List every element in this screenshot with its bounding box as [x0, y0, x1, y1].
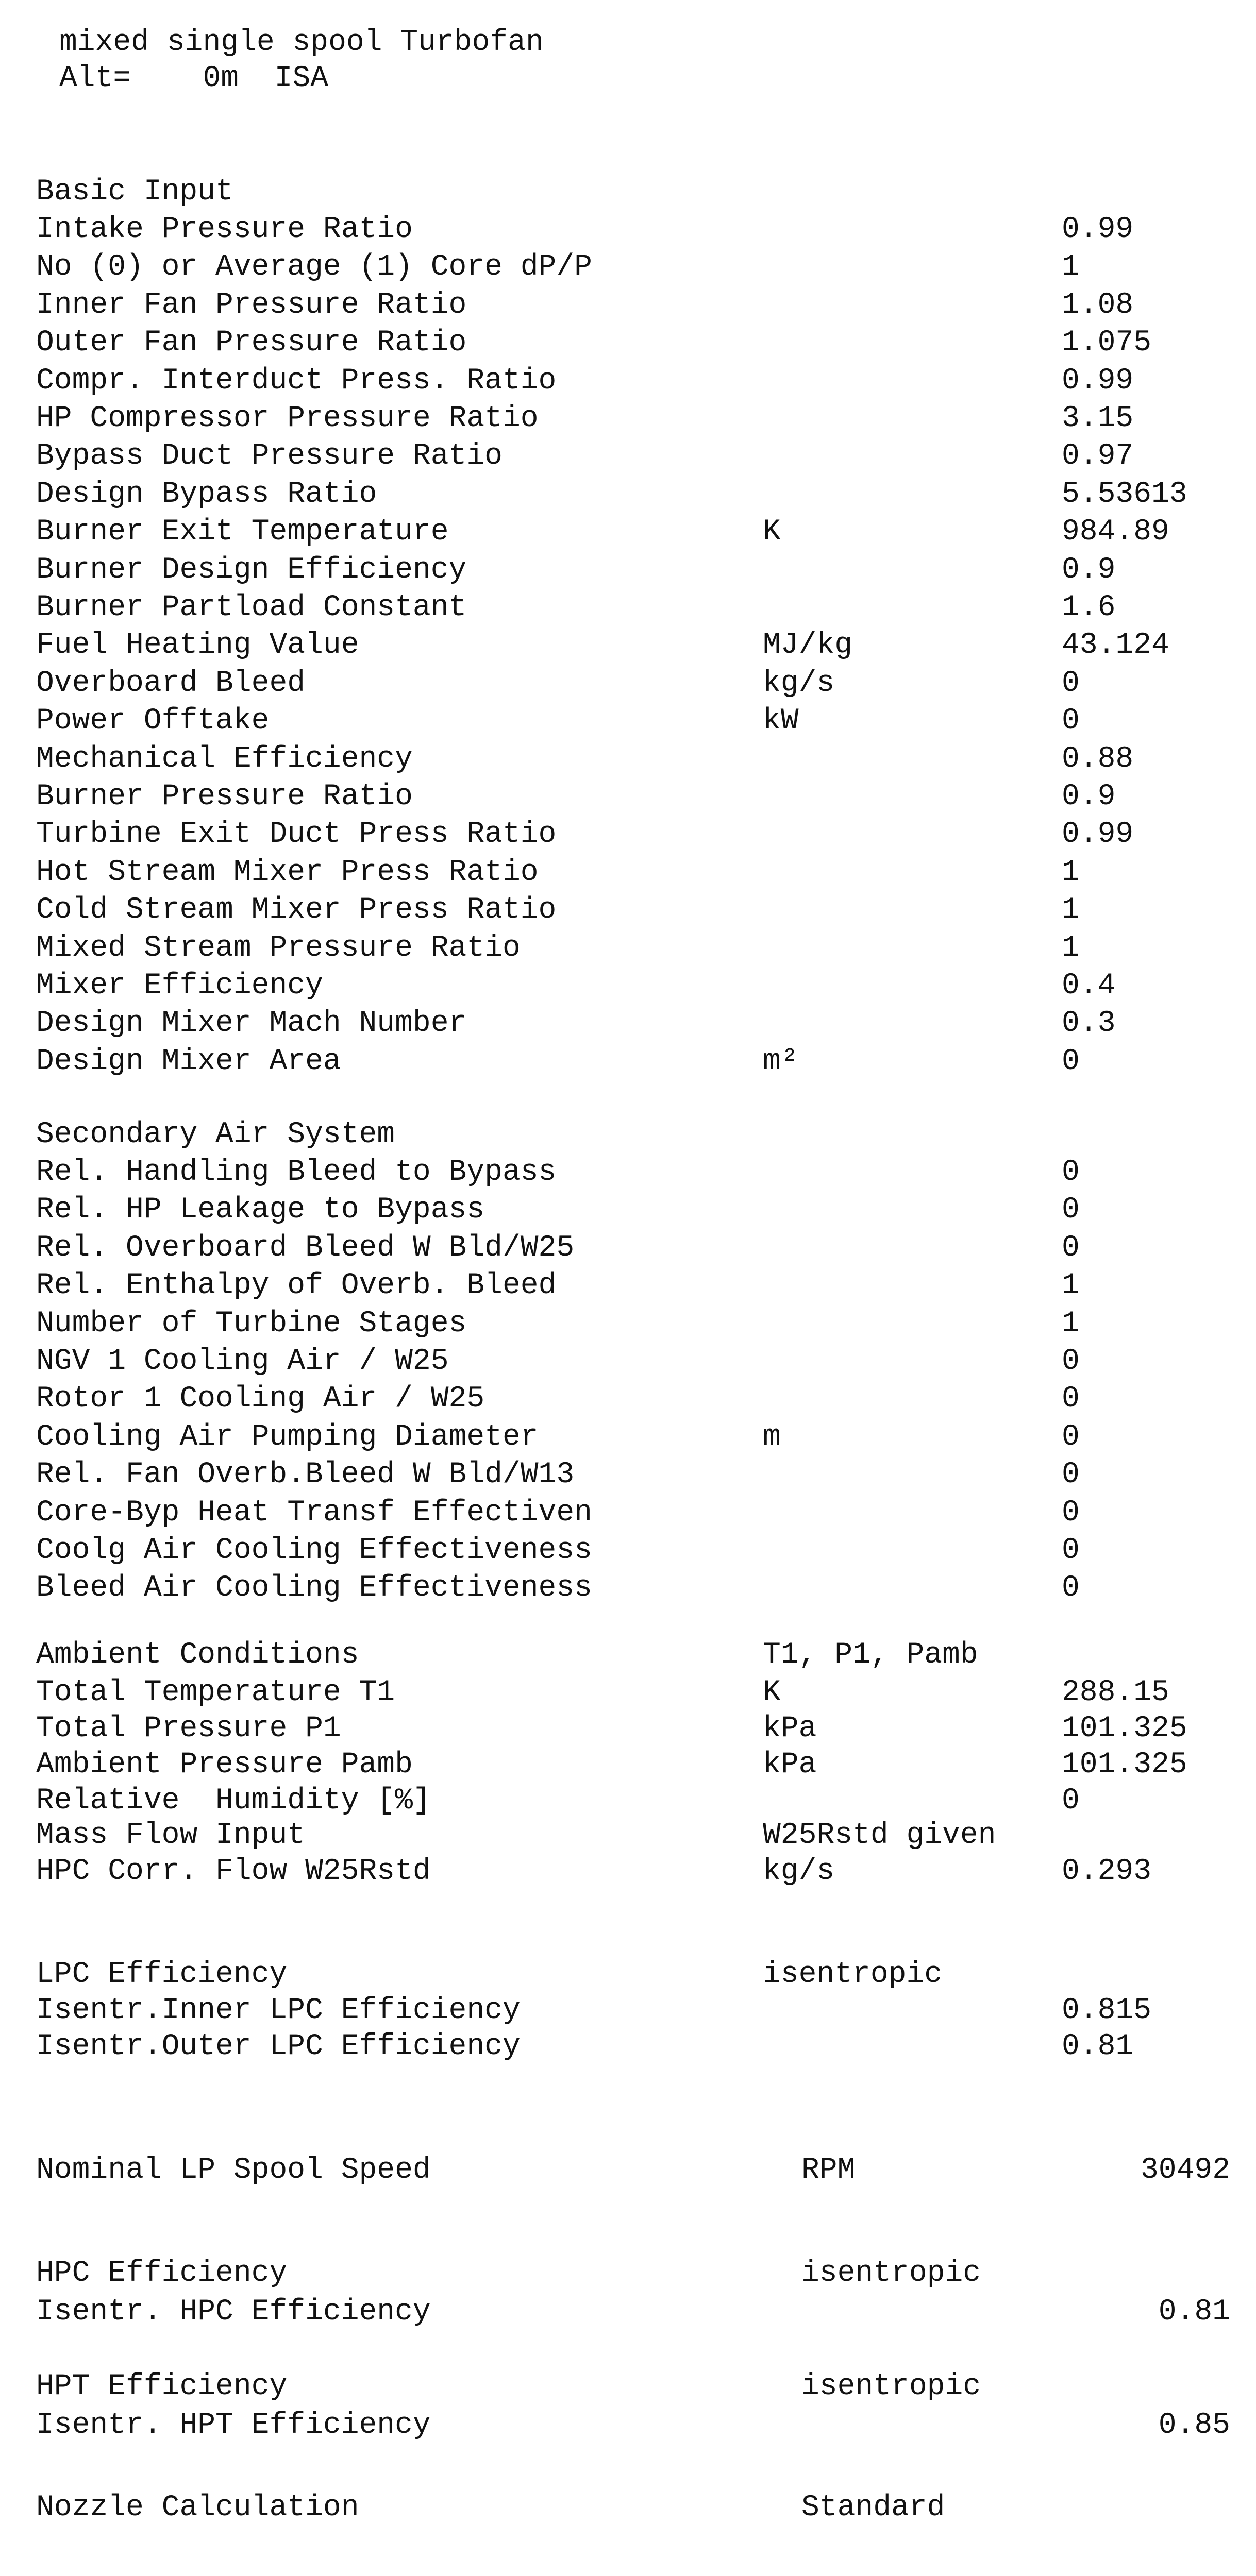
param-row [0, 478, 1256, 517]
param-label: Rel. Enthalpy of Overb. Bleed [36, 1269, 557, 1303]
section-header-row [0, 2257, 1256, 2296]
param-row [0, 591, 1256, 630]
param-label: Design Bypass Ratio [36, 477, 377, 511]
param-row [0, 1676, 1256, 1715]
param-value: 1 [1062, 1269, 1080, 1303]
param-row [0, 1994, 1256, 2033]
lpc-mode: isentropic [763, 1958, 943, 1991]
param-label: Total Temperature T1 [36, 1676, 395, 1709]
param-value: 3.15 [1062, 402, 1134, 435]
section-header-row [0, 1819, 1256, 1858]
param-row [0, 2154, 1256, 2193]
param-row [0, 250, 1256, 290]
param-label: Mechanical Efficiency [36, 742, 413, 776]
section-header-hpc: HPC Efficiency [36, 2257, 288, 2290]
param-row [0, 893, 1256, 933]
param-value: 0.97 [1062, 439, 1134, 473]
doc-title-line2 [0, 62, 1256, 101]
param-label: Design Mixer Mach Number [36, 1007, 467, 1041]
param-label: Isentr.Inner LPC Efficiency [36, 1994, 521, 2027]
section-header-hpt: HPT Efficiency [36, 2370, 288, 2403]
param-unit: m [763, 1420, 781, 1454]
param-unit: kg/s [763, 1855, 835, 1888]
param-label: Total Pressure P1 [36, 1712, 341, 1745]
param-value: 0 [1062, 1784, 1080, 1818]
doc-title-line1 [0, 26, 1256, 65]
param-label: Mixed Stream Pressure Ratio [36, 931, 521, 965]
section-header-lpc: LPC Efficiency [36, 1958, 288, 1991]
param-row [0, 1231, 1256, 1270]
param-label: Isentr.Outer LPC Efficiency [36, 2030, 521, 2063]
param-label: HP Compressor Pressure Ratio [36, 402, 539, 435]
param-label: Coolg Air Cooling Effectiveness [36, 1534, 592, 1567]
param-label: Intake Pressure Ratio [36, 213, 413, 246]
section-header-row [0, 1118, 1256, 1157]
param-row [0, 289, 1256, 328]
nozzle-calc-value: Standard [801, 2491, 945, 2524]
param-label: Rel. Overboard Bleed W Bld/W25 [36, 1231, 575, 1265]
param-value: 0.88 [1062, 742, 1134, 776]
lp-spool-label: Nominal LP Spool Speed [36, 2154, 431, 2187]
nozzle-calc-label: Nozzle Calculation [36, 2491, 359, 2524]
param-row [0, 1193, 1256, 1232]
section-header-row [0, 175, 1256, 214]
param-value: 0 [1062, 1231, 1080, 1265]
param-row [0, 1269, 1256, 1308]
section-header-ambient: Ambient Conditions [36, 1638, 359, 1672]
param-value: 0.85 [1158, 2409, 1230, 2442]
param-row [0, 931, 1256, 971]
param-label: Inner Fan Pressure Ratio [36, 288, 467, 322]
param-value: 0 [1062, 1345, 1080, 1378]
param-row [0, 1784, 1256, 1823]
lp-spool-unit: RPM [801, 2154, 856, 2187]
section-header-row [0, 2370, 1256, 2409]
param-value: 1 [1062, 1307, 1080, 1341]
param-value: 1 [1062, 855, 1080, 889]
param-label: Burner Partload Constant [36, 591, 467, 624]
param-value: 0.99 [1062, 364, 1134, 398]
param-value: 0 [1062, 704, 1080, 738]
param-value: 0.99 [1062, 818, 1134, 852]
param-label: Power Offtake [36, 704, 270, 738]
param-row [0, 2409, 1256, 2448]
param-value: 0.4 [1062, 969, 1116, 1003]
param-value: 0 [1062, 1496, 1080, 1530]
param-row [0, 742, 1256, 782]
param-label: Number of Turbine Stages [36, 1307, 467, 1341]
param-label: Bypass Duct Pressure Ratio [36, 439, 503, 473]
hpt-mode: isentropic [801, 2370, 981, 2403]
param-value: 0 [1062, 1044, 1080, 1078]
param-unit: K [763, 515, 781, 549]
param-row [0, 1307, 1256, 1346]
param-label: Cold Stream Mixer Press Ratio [36, 893, 557, 927]
param-label: Outer Fan Pressure Ratio [36, 326, 467, 360]
param-row [0, 969, 1256, 1008]
param-row [0, 780, 1256, 819]
param-row [0, 2030, 1256, 2069]
param-label: Isentr. HPT Efficiency [36, 2409, 431, 2442]
param-value: 0 [1062, 1156, 1080, 1189]
param-label: Turbine Exit Duct Press Ratio [36, 818, 557, 852]
param-value: 0 [1062, 666, 1080, 700]
param-label: Relative Humidity [%] [36, 1784, 431, 1818]
param-value: 43.124 [1062, 629, 1169, 663]
param-value: 984.89 [1062, 515, 1169, 549]
param-value: 1 [1062, 250, 1080, 284]
param-row [0, 439, 1256, 479]
param-row [0, 1156, 1256, 1195]
ambient-mode: T1, P1, Pamb [763, 1638, 978, 1672]
param-row [0, 2491, 1256, 2530]
param-label: HPC Corr. Flow W25Rstd [36, 1855, 431, 1888]
param-row [0, 1420, 1256, 1460]
param-unit: kW [763, 704, 799, 738]
param-row [0, 1712, 1256, 1751]
param-label: Rel. HP Leakage to Bypass [36, 1193, 485, 1227]
param-label: Ambient Pressure Pamb [36, 1748, 413, 1782]
param-row [0, 856, 1256, 895]
param-row [0, 1045, 1256, 1084]
param-label: Burner Pressure Ratio [36, 780, 413, 814]
param-row [0, 364, 1256, 403]
param-row [0, 1496, 1256, 1535]
param-value: 0.3 [1062, 1007, 1116, 1041]
param-label: Core-Byp Heat Transf Effectiven [36, 1496, 592, 1530]
param-unit: kPa [763, 1712, 817, 1745]
param-value: 1.6 [1062, 591, 1116, 624]
param-row [0, 553, 1256, 592]
section-header-mass-flow: Mass Flow Input [36, 1819, 306, 1852]
param-value: 1.08 [1062, 288, 1134, 322]
param-value: 0 [1062, 1458, 1080, 1492]
param-label: Compr. Interduct Press. Ratio [36, 364, 557, 398]
param-value: 1 [1062, 931, 1080, 965]
param-row [0, 1345, 1256, 1384]
param-unit: MJ/kg [763, 629, 853, 663]
section-header-basic-input: Basic Input [36, 175, 233, 209]
param-row [0, 704, 1256, 743]
param-label: Hot Stream Mixer Press Ratio [36, 855, 539, 889]
param-value: 0.81 [1062, 2030, 1134, 2063]
param-unit: m² [763, 1044, 799, 1078]
param-row [0, 818, 1256, 857]
param-value: 0.9 [1062, 553, 1116, 587]
param-row [0, 1382, 1256, 1421]
param-label: Design Mixer Area [36, 1044, 341, 1078]
doc-title: mixed single spool Turbofan [59, 26, 544, 59]
param-label: Rotor 1 Cooling Air / W25 [36, 1382, 485, 1416]
param-label: Rel. Fan Overb.Bleed W Bld/W13 [36, 1458, 575, 1492]
param-value: 101.325 [1062, 1748, 1187, 1782]
param-label: No (0) or Average (1) Core dP/P [36, 250, 592, 284]
param-row [0, 629, 1256, 668]
param-value: 0 [1062, 1382, 1080, 1416]
param-value: 0 [1062, 1571, 1080, 1605]
param-label: Fuel Heating Value [36, 629, 359, 663]
mass-flow-mode: W25Rstd given [763, 1819, 996, 1852]
param-label: Burner Exit Temperature [36, 515, 449, 549]
param-label: Burner Design Efficiency [36, 553, 467, 587]
param-row [0, 2295, 1256, 2334]
param-value: 101.325 [1062, 1712, 1187, 1745]
param-value: 0 [1062, 1420, 1080, 1454]
param-value: 5.53613 [1062, 477, 1187, 511]
lp-spool-value: 30492 [1140, 2154, 1230, 2187]
section-header-row [0, 1958, 1256, 1997]
param-row [0, 402, 1256, 441]
param-value: 288.15 [1062, 1676, 1169, 1709]
param-row [0, 1855, 1256, 1894]
section-header-row [0, 1638, 1256, 1677]
param-value: 0 [1062, 1193, 1080, 1227]
param-value: 1 [1062, 893, 1080, 927]
param-label: Isentr. HPC Efficiency [36, 2295, 431, 2329]
param-row [0, 515, 1256, 554]
altitude-label: Alt= 0m ISA [59, 62, 329, 95]
param-unit: kg/s [763, 666, 835, 700]
param-value: 0 [1062, 1534, 1080, 1567]
param-value: 0.293 [1062, 1855, 1152, 1888]
param-unit: K [763, 1676, 781, 1709]
param-row [0, 1007, 1256, 1046]
param-label: Cooling Air Pumping Diameter [36, 1420, 539, 1454]
param-label: Rel. Handling Bleed to Bypass [36, 1156, 557, 1189]
param-unit: kPa [763, 1748, 817, 1782]
param-value: 0.81 [1158, 2295, 1230, 2329]
param-row [0, 1571, 1256, 1611]
param-label: Bleed Air Cooling Effectiveness [36, 1571, 592, 1605]
hpc-mode: isentropic [801, 2257, 981, 2290]
param-value: 1.075 [1062, 326, 1152, 360]
param-row [0, 1458, 1256, 1497]
param-row [0, 213, 1256, 252]
param-value: 0.815 [1062, 1994, 1152, 2027]
section-header-secondary-air: Secondary Air System [36, 1118, 395, 1151]
param-row [0, 326, 1256, 365]
param-label: Mixer Efficiency [36, 969, 323, 1003]
param-value: 0.99 [1062, 213, 1134, 246]
param-row [0, 1748, 1256, 1787]
param-label: Overboard Bleed [36, 666, 306, 700]
param-value: 0.9 [1062, 780, 1116, 814]
param-row [0, 667, 1256, 706]
param-label: NGV 1 Cooling Air / W25 [36, 1345, 449, 1378]
param-row [0, 1534, 1256, 1573]
